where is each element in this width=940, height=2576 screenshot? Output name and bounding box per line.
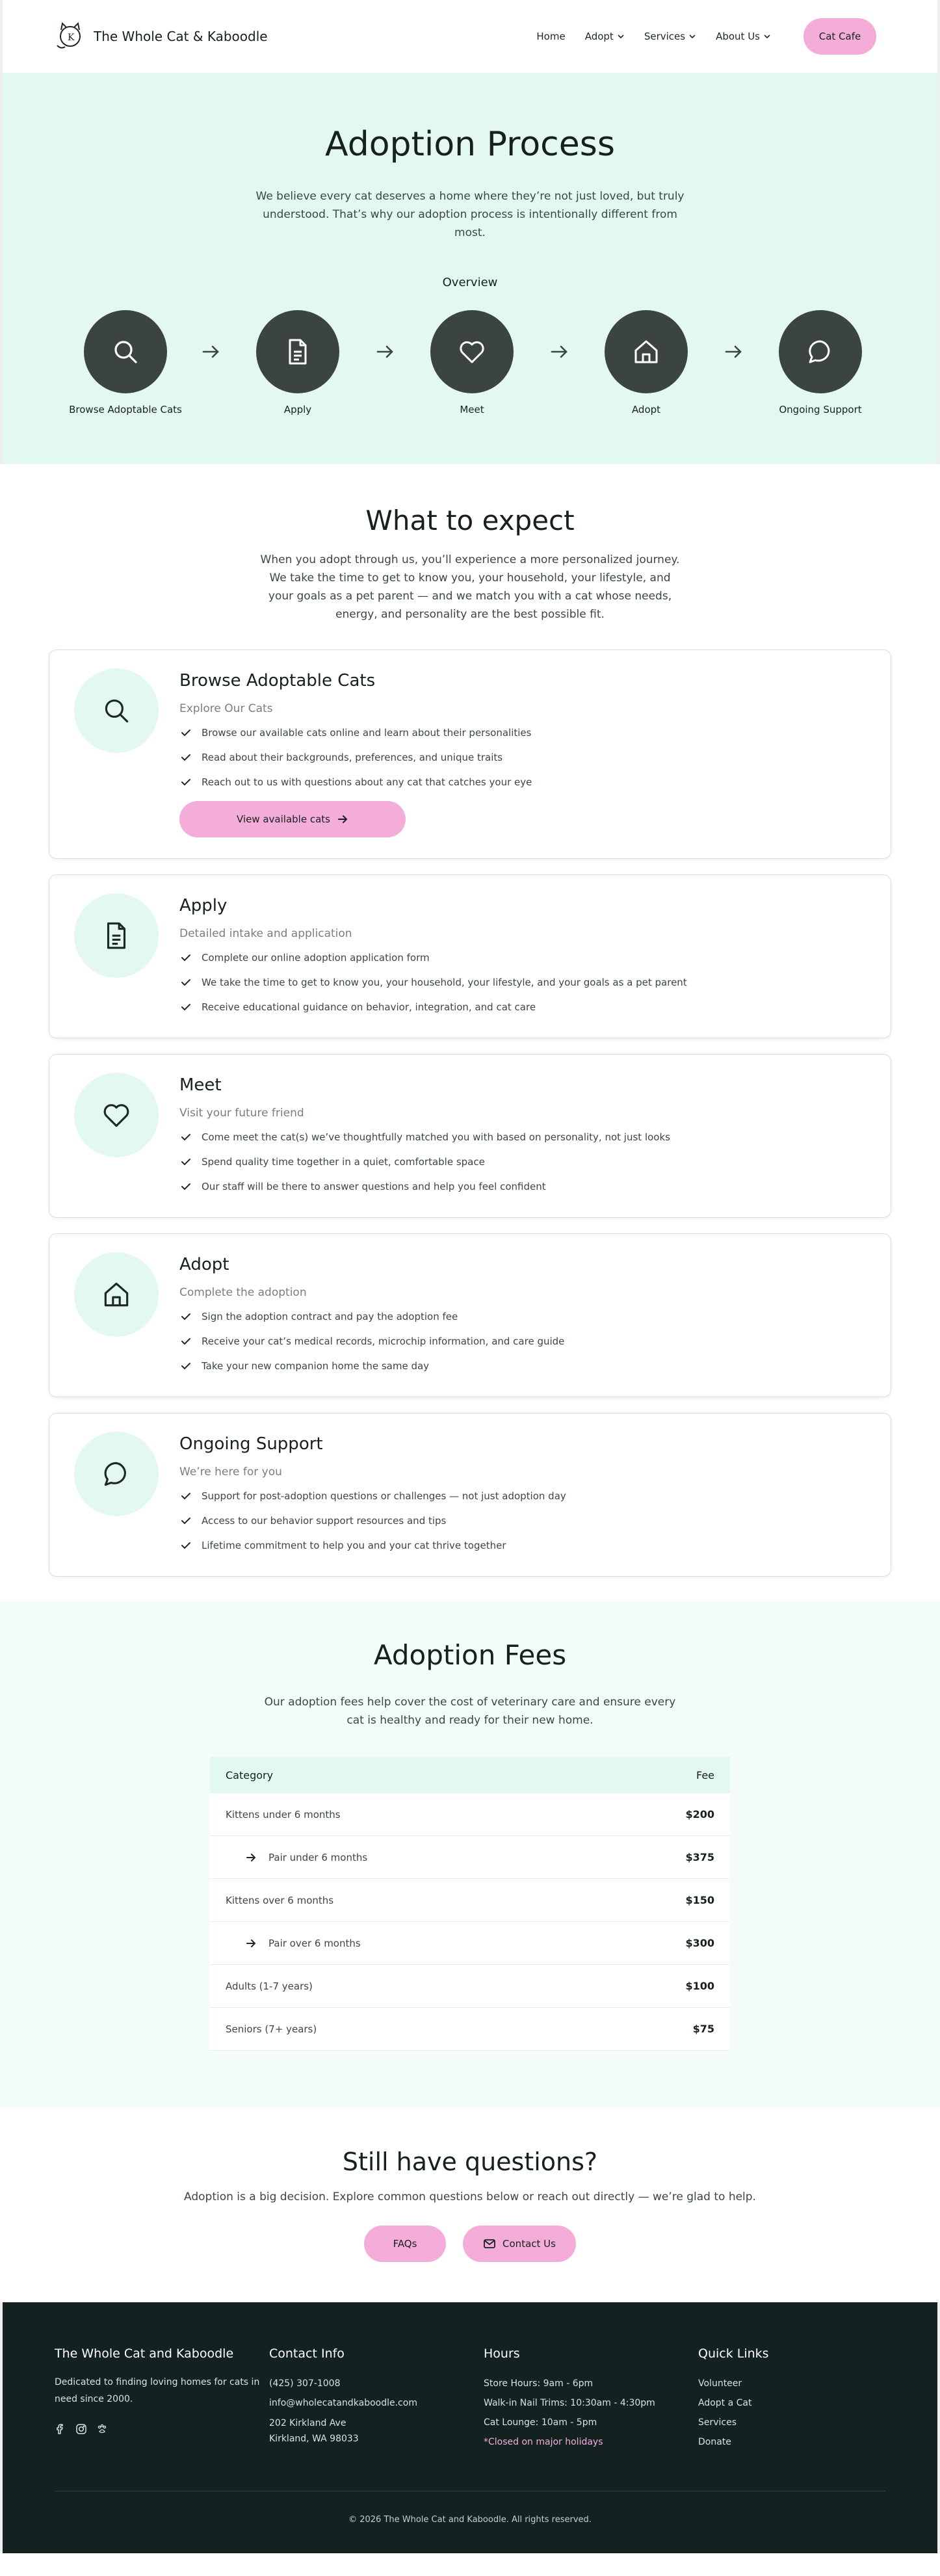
list-item xyxy=(179,1150,670,1174)
check-icon xyxy=(179,1360,192,1373)
nav-home[interactable] xyxy=(536,31,565,42)
card-list xyxy=(179,1484,566,1558)
card-icon-circle xyxy=(74,668,159,753)
facebook-icon[interactable] xyxy=(55,2423,66,2435)
hours-item: Cat Lounge: 10am - 5pm xyxy=(484,2417,597,2428)
step-meet xyxy=(400,310,543,415)
footer-links-title: Quick Links xyxy=(698,2346,769,2361)
search-icon xyxy=(110,336,141,367)
card-subtitle: Explore Our Cats xyxy=(179,702,273,715)
fees-table-header xyxy=(210,1757,730,1793)
list-item xyxy=(179,970,687,995)
hours-item: Store Hours: 9am - 6pm xyxy=(484,2378,594,2389)
mail-icon xyxy=(483,2237,496,2250)
hours-item: Walk-in Nail Trims: 10:30am - 4:30pm xyxy=(484,2398,655,2408)
fee-category xyxy=(226,1938,361,1949)
fees-title: Adoption Fees xyxy=(373,1639,567,1671)
search-icon xyxy=(100,694,133,727)
card-icon-circle xyxy=(74,1252,159,1337)
list-item xyxy=(179,1125,670,1150)
card-apply xyxy=(49,874,891,1038)
footer-contact xyxy=(269,2346,484,2452)
card-subtitle: We’re here for you xyxy=(179,1465,282,1479)
card-icon-circle xyxy=(74,1073,159,1157)
document-icon xyxy=(100,919,133,952)
nav-home-label: Home xyxy=(536,31,566,42)
arrow-right-icon xyxy=(548,340,571,363)
svg-text:K: K xyxy=(68,33,75,43)
step-label: Browse Adoptable Cats xyxy=(69,404,182,415)
button-label: View available cats xyxy=(237,813,330,825)
list-item-text: Sign the adoption contract and pay the adoption fee xyxy=(202,1311,458,1322)
table-row xyxy=(210,1879,730,1922)
card-title: Browse Adoptable Cats xyxy=(179,671,376,690)
step-adopt xyxy=(575,310,718,415)
column-header-category: Category xyxy=(226,1768,274,1781)
list-item-text: Read about their backgrounds, preferences, and unique traits xyxy=(202,752,503,763)
list-item-text: We take the time to get to know you, your household, your lifestyle, and your goals as a pet parent xyxy=(202,977,687,988)
fee-category-text: Kittens over 6 months xyxy=(226,1894,334,1906)
copyright: © 2026 The Whole Cat and Kaboodle. All rights reserved. xyxy=(348,2515,592,2525)
step-circle xyxy=(256,310,339,393)
arrow-right-icon xyxy=(245,1852,257,1863)
footer-about xyxy=(55,2346,269,2452)
card-list xyxy=(179,1304,564,1378)
list-item-text: Receive educational guidance on behavior, integration, and cat care xyxy=(202,1001,536,1013)
card-subtitle: Visit your future friend xyxy=(179,1107,304,1120)
hero-section xyxy=(0,73,940,464)
footer-links xyxy=(698,2346,854,2452)
arrow-right-icon xyxy=(722,340,746,363)
footer-phone[interactable]: (425) 307-1008 xyxy=(269,2378,341,2389)
chat-icon xyxy=(100,1458,133,1490)
fee-amount: $150 xyxy=(685,1894,714,1906)
check-icon xyxy=(179,1335,192,1348)
list-item-text: Spend quality time together in a quiet, comfortable space xyxy=(202,1156,485,1168)
fee-category xyxy=(226,1980,313,1992)
card-list xyxy=(179,945,687,1019)
card-list xyxy=(179,720,532,795)
step-label: Meet xyxy=(460,404,484,415)
footer-address-line2: Kirkland, WA 98033 xyxy=(269,2434,359,2444)
contact-us-button[interactable] xyxy=(463,2226,576,2262)
fee-amount: $375 xyxy=(685,1851,714,1863)
fee-category-text: Kittens under 6 months xyxy=(226,1808,341,1820)
fee-amount: $200 xyxy=(685,1808,714,1820)
nav-adopt[interactable] xyxy=(585,31,625,42)
card-body xyxy=(179,668,532,840)
page-title: Adoption Process xyxy=(325,125,615,164)
card-body xyxy=(179,1432,566,1558)
check-icon xyxy=(179,776,192,789)
step-circle xyxy=(430,310,514,393)
heart-icon xyxy=(456,336,488,367)
check-icon xyxy=(179,1539,192,1552)
questions-intro: Adoption is a big decision. Explore common questions below or reach out directly — we’re glad to help. xyxy=(184,2190,756,2203)
chat-icon xyxy=(805,336,836,367)
step-cards xyxy=(49,650,891,1577)
card-meet xyxy=(49,1054,891,1218)
list-item-text: Reach out to us with questions about any cat that catches your eye xyxy=(202,776,532,788)
fee-category-text: Pair over 6 months xyxy=(268,1937,361,1949)
list-item-text: Come meet the cat(s) we’ve thoughtfully matched you with based on personality, not just looks xyxy=(202,1131,670,1143)
expect-title: What to expect xyxy=(365,505,575,536)
check-icon xyxy=(179,1514,192,1527)
social-links xyxy=(55,2423,269,2435)
home-icon xyxy=(100,1278,133,1311)
overview-title: Overview xyxy=(442,276,498,289)
card-title: Adopt xyxy=(179,1255,229,1274)
list-item xyxy=(179,745,532,770)
list-item xyxy=(179,1329,564,1354)
instagram-icon[interactable] xyxy=(75,2423,87,2435)
fees-table xyxy=(210,1757,730,2051)
list-item xyxy=(179,1533,566,1558)
fee-category xyxy=(226,2023,317,2035)
nav-adopt-label: Adopt xyxy=(584,31,614,42)
brand-name: The Whole Cat & Kaboodle xyxy=(94,29,268,44)
step-support xyxy=(749,310,892,415)
document-icon xyxy=(282,336,313,367)
footer-columns xyxy=(55,2346,885,2452)
hours-note: *Closed on major holidays xyxy=(484,2437,603,2447)
column-header-fee: Fee xyxy=(696,1768,714,1781)
card-body xyxy=(179,1073,670,1199)
step-label: Adopt xyxy=(631,404,661,415)
chevron-down-icon xyxy=(688,33,696,40)
card-browse xyxy=(49,650,891,859)
nav-about-label: About Us xyxy=(716,31,760,42)
list-item xyxy=(179,1174,670,1199)
arrow-right-icon xyxy=(374,340,397,363)
step-circle xyxy=(779,310,862,393)
table-row xyxy=(210,1836,730,1879)
step-label: Apply xyxy=(283,404,312,415)
step-circle xyxy=(84,310,167,393)
card-title: Apply xyxy=(179,896,228,915)
card-body xyxy=(179,893,687,1019)
fee-amount: $100 xyxy=(685,1980,714,1992)
questions-section xyxy=(0,2109,940,2302)
questions-title: Still have questions? xyxy=(342,2148,598,2176)
heart-icon xyxy=(100,1099,133,1131)
check-icon xyxy=(179,751,192,764)
chevron-down-icon xyxy=(617,33,625,40)
hero-intro: We believe every cat deserves a home where they’re not just loved, but truly understood. That’s why our adoption process is intentionally different from most. xyxy=(255,190,685,239)
footer-link-donate[interactable]: Donate xyxy=(698,2437,731,2447)
site-header xyxy=(0,0,940,73)
table-row xyxy=(210,2008,730,2051)
view-available-cats-button[interactable] xyxy=(179,801,406,837)
check-icon xyxy=(179,1180,192,1193)
footer-org-title: The Whole Cat and Kaboodle xyxy=(55,2346,234,2361)
list-item xyxy=(179,995,687,1019)
list-item-text: Support for post-adoption questions or challenges — not just adoption day xyxy=(202,1490,566,1502)
check-icon xyxy=(179,976,192,989)
check-icon xyxy=(179,951,192,964)
nav-about[interactable] xyxy=(716,31,771,42)
step-browse xyxy=(54,310,197,415)
cat-logo-icon xyxy=(55,21,86,52)
fee-amount: $75 xyxy=(692,2023,714,2035)
fees-intro: Our adoption fees help cover the cost of veterinary care and ensure every cat is healthy and ready for their new home. xyxy=(264,1696,676,1727)
list-item xyxy=(179,720,532,745)
list-item-text: Browse our available cats online and learn about their personalities xyxy=(202,727,532,739)
card-title: Ongoing Support xyxy=(179,1434,323,1454)
list-item xyxy=(179,945,687,970)
table-row xyxy=(210,1922,730,1965)
expect-section xyxy=(0,464,940,1577)
card-icon-circle xyxy=(74,1432,159,1516)
check-icon xyxy=(179,1131,192,1144)
list-item xyxy=(179,1508,566,1533)
footer-address-line1: 202 Kirkland Ave xyxy=(269,2418,346,2428)
check-icon xyxy=(179,1155,192,1168)
card-subtitle: Detailed intake and application xyxy=(179,927,352,940)
footer-hours-title: Hours xyxy=(484,2346,520,2361)
card-title: Meet xyxy=(179,1075,222,1095)
list-item xyxy=(179,770,532,795)
footer-link-services[interactable]: Services xyxy=(698,2417,737,2428)
fee-category xyxy=(226,1895,333,1906)
list-item-text: Our staff will be there to answer questions and help you feel confident xyxy=(202,1181,546,1192)
process-steps xyxy=(54,310,886,427)
faqs-button[interactable]: FAQs xyxy=(364,2226,446,2262)
list-item-text: Take your new companion home the same day xyxy=(202,1360,430,1372)
card-list xyxy=(179,1125,670,1199)
list-item-text: Complete our online adoption application form xyxy=(202,952,430,964)
list-item-text: Access to our behavior support resources and tips xyxy=(202,1515,447,1527)
card-body xyxy=(179,1252,564,1378)
card-support xyxy=(49,1413,891,1577)
step-label: Ongoing Support xyxy=(779,404,862,415)
nav-services-label: Services xyxy=(644,31,686,42)
table-row xyxy=(210,1793,730,1836)
card-adopt xyxy=(49,1233,891,1397)
footer-hours xyxy=(484,2346,698,2452)
fee-category xyxy=(226,1852,367,1863)
card-icon-circle xyxy=(74,893,159,978)
home-icon xyxy=(631,336,662,367)
list-item-text: Receive your cat’s medical records, microchip information, and care guide xyxy=(202,1335,565,1347)
list-item xyxy=(179,1484,566,1508)
site-footer xyxy=(0,2302,940,2553)
arrow-right-icon xyxy=(200,340,223,363)
paw-icon[interactable] xyxy=(96,2423,108,2435)
cat-cafe-button[interactable]: Cat Cafe xyxy=(803,18,876,55)
step-apply xyxy=(226,310,369,415)
chevron-down-icon xyxy=(763,33,771,40)
main-nav xyxy=(536,18,876,55)
check-icon xyxy=(179,1001,192,1014)
fee-amount: $300 xyxy=(685,1937,714,1949)
fee-category-text: Adults (1-7 years) xyxy=(226,1980,313,1992)
fee-category-text: Seniors (7+ years) xyxy=(226,2023,317,2035)
list-item xyxy=(179,1304,564,1329)
questions-actions xyxy=(0,2226,940,2262)
list-item-text: Lifetime commitment to help you and your cat thrive together xyxy=(202,1540,506,1551)
footer-org-desc: Dedicated to finding loving homes for cats in need since 2000. xyxy=(55,2377,260,2404)
nav-services[interactable] xyxy=(644,31,696,42)
fees-section xyxy=(0,1600,940,2109)
arrow-right-icon xyxy=(337,813,348,825)
footer-contact-title: Contact Info xyxy=(269,2346,345,2361)
check-icon xyxy=(179,1310,192,1323)
check-icon xyxy=(179,1490,192,1503)
fee-category-text: Pair under 6 months xyxy=(268,1851,368,1863)
brand[interactable] xyxy=(55,21,268,52)
footer-link-volunteer[interactable]: Volunteer xyxy=(698,2378,742,2389)
card-subtitle: Complete the adoption xyxy=(179,1286,307,1299)
table-row xyxy=(210,1965,730,2008)
check-icon xyxy=(179,726,192,739)
footer-link-adopt[interactable]: Adopt a Cat xyxy=(698,2398,752,2408)
list-item xyxy=(179,1354,564,1378)
fee-category xyxy=(226,1809,341,1820)
footer-email[interactable]: info@wholecatandkaboodle.com xyxy=(269,2398,417,2408)
contact-us-label: Contact Us xyxy=(503,2238,556,2250)
step-circle xyxy=(605,310,688,393)
expect-intro: When you adopt through us, you’ll experience a more personalized journey. We take the time to get to know you, your household, your lifestyle, and your goals as a pet parent — and we match you with a cat whose needs, energy, and personality are the best possible fit. xyxy=(260,553,680,621)
arrow-right-icon xyxy=(245,1938,257,1949)
